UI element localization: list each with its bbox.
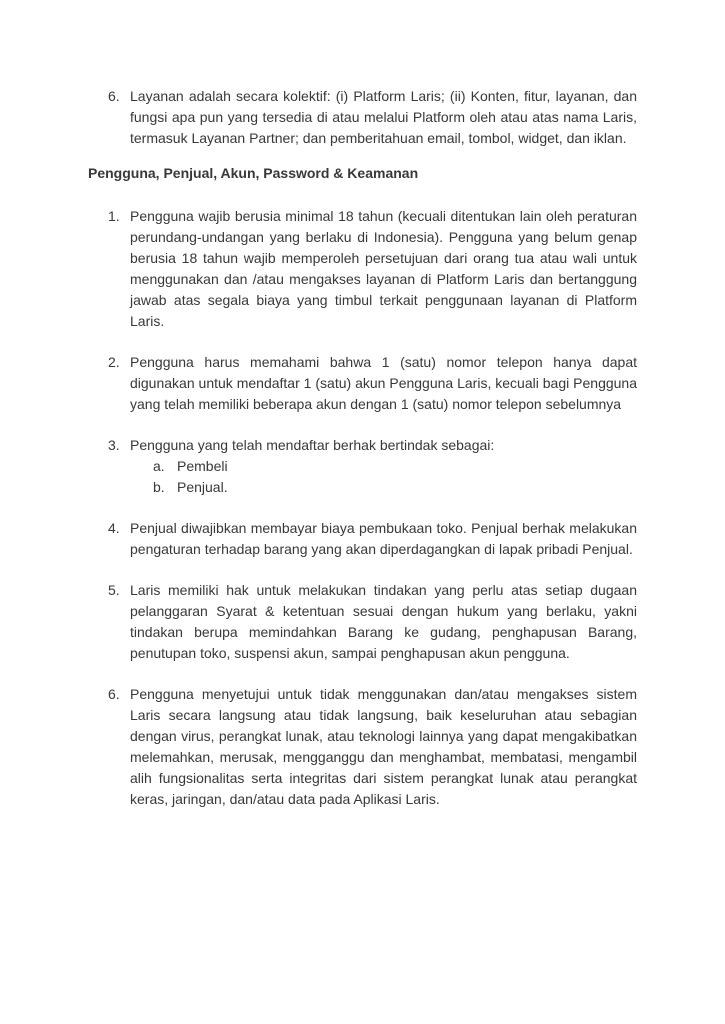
list-item-number: 4. — [108, 520, 120, 536]
list-item-3 — [108, 435, 637, 498]
list-item-4 — [108, 518, 637, 560]
list-item-number: 3. — [108, 437, 120, 453]
sub-item-b — [153, 477, 637, 498]
sub-list — [153, 456, 637, 498]
continued-list-item-6 — [108, 86, 637, 149]
list-item-6 — [108, 684, 637, 810]
list-item-text: Laris memiliki hak untuk melakukan tindakan yang perlu atas setiap dugaan pelanggaran Syarat & ketentuan sesuai dengan hukum yang berlaku, yakni tindakan berupa memindahkan Barang ke gudang, penghapusan Barang, penutupan toko, suspensi akun, sampai penghapusan akun pengguna. — [130, 582, 637, 661]
list-item-number: 6. — [108, 88, 120, 104]
list-item-5 — [108, 580, 637, 664]
list-item-text: Pengguna yang telah mendaftar berhak bertindak sebagai: — [130, 437, 495, 453]
list-item-1 — [108, 206, 637, 332]
sub-item-text: Pembeli — [177, 458, 228, 474]
sub-item-a — [153, 456, 637, 477]
list-item-text: Pengguna harus memahami bahwa 1 (satu) nomor telepon hanya dapat digunakan untuk mendaftar 1 (satu) akun Pengguna Laris, kecuali bagi Pengguna yang telah memiliki beberapa akun dengan 1 (satu) nomor telepon sebelumnya — [130, 354, 637, 412]
continued-list — [88, 86, 637, 149]
list-item-number: 6. — [108, 686, 120, 702]
list-item-text: Pengguna menyetujui untuk tidak menggunakan dan/atau mengakses sistem Laris secara langsung atau tidak langsung, baik keseluruhan atau sebagian dengan virus, perangkat lunak, atau teknologi lainnya yang dapat mengakibatkan melemahkan, merusak, mengganggu dan menghambat, membatasi, mengambil alih fungsionalitas serta integritas dari sistem perangkat lunak atau perangkat keras, jaringan, dan/atau data pada Aplikasi Laris. — [130, 686, 637, 807]
section-list — [88, 206, 637, 810]
list-item-text: Penjual diwajibkan membayar biaya pembukaan toko. Penjual berhak melakukan pengaturan terhadap barang yang akan diperdagangkan di lapak pribadi Penjual. — [130, 520, 637, 557]
list-item-number: 5. — [108, 582, 120, 598]
list-item-number: 2. — [108, 354, 120, 370]
list-item-body — [130, 435, 637, 498]
list-item-text: Pengguna wajib berusia minimal 18 tahun (kecuali ditentukan lain oleh peraturan perundang-undangan yang berlaku di Indonesia). Pengguna yang belum genap berusia 18 tahun wajib memperoleh persetujuan dari orang tua atau wali untuk menggunakan dan /atau mengakses layanan di Platform Laris dan bertanggung jawab atas segala biaya yang timbul terkait penggunaan layanan di Platform Laris. — [130, 208, 637, 329]
sub-item-label: b. — [153, 479, 165, 495]
list-item-2 — [108, 352, 637, 415]
sub-item-label: a. — [153, 458, 165, 474]
section-heading: Pengguna, Penjual, Akun, Password & Keamanan — [88, 165, 419, 181]
sub-item-text: Penjual. — [177, 479, 228, 495]
list-item-text: Layanan adalah secara kolektif: (i) Platform Laris; (ii) Konten, fitur, layanan, dan fungsi apa pun yang tersedia di atau melalui Platform oleh atau atas nama Laris, termasuk Layanan Partner; dan pemberitahuan email, tombol, widget, dan iklan. — [130, 88, 637, 146]
list-item-number: 1. — [108, 208, 120, 224]
